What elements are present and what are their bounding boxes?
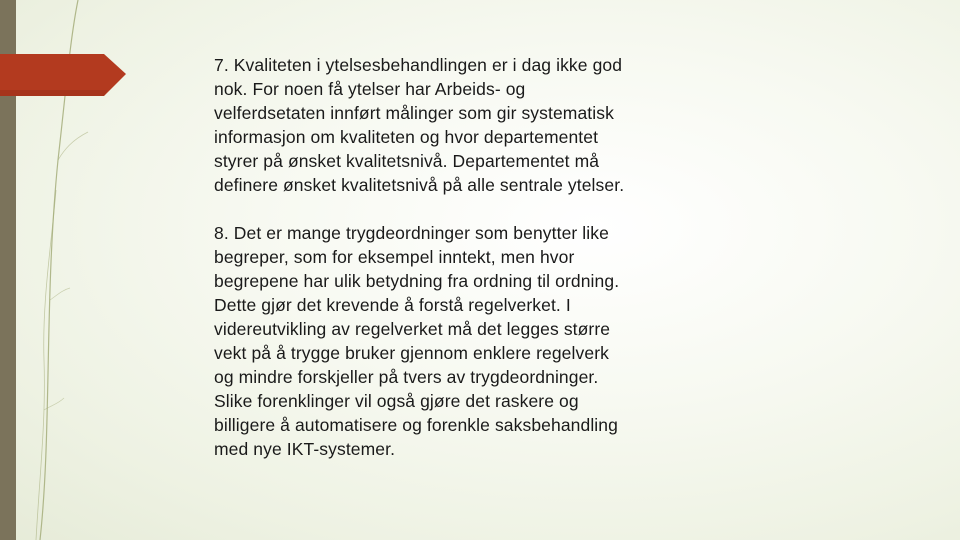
slide-body bbox=[214, 53, 714, 461]
paragraph-quality: 7. Kvaliteten i ytelsesbehandlingen er i dag ikke god nok. For noen få ytelser har Arbeids- og velferdsetaten innført målinger som gir systematisk informasjon om kvaliteten og hvor departementet styrer på ønsket kvalitetsnivå. Departementet må definere ønsket kvalitetsnivå på alle sentrale ytelser. bbox=[214, 55, 625, 195]
accent-arrow-tab bbox=[0, 0, 130, 540]
paragraph-regulations: 8. Det er mange trygdeordninger som benytter like begreper, som for eksempel inntekt, men hvor begrepene har ulik betydning fra ordning til ordning. Dette gjør det krevende å forstå regelverket. I videreutvikling av regelverket må det legges større vekt på å trygge bruker gjennom enklere regelverk og mindre forskjeller på tvers av trygdeordninger. Slike forenklinger vil også gjøre det raskere og billigere å automatisere og forenkle saksbehandling med nye IKT-systemer. bbox=[214, 223, 620, 459]
